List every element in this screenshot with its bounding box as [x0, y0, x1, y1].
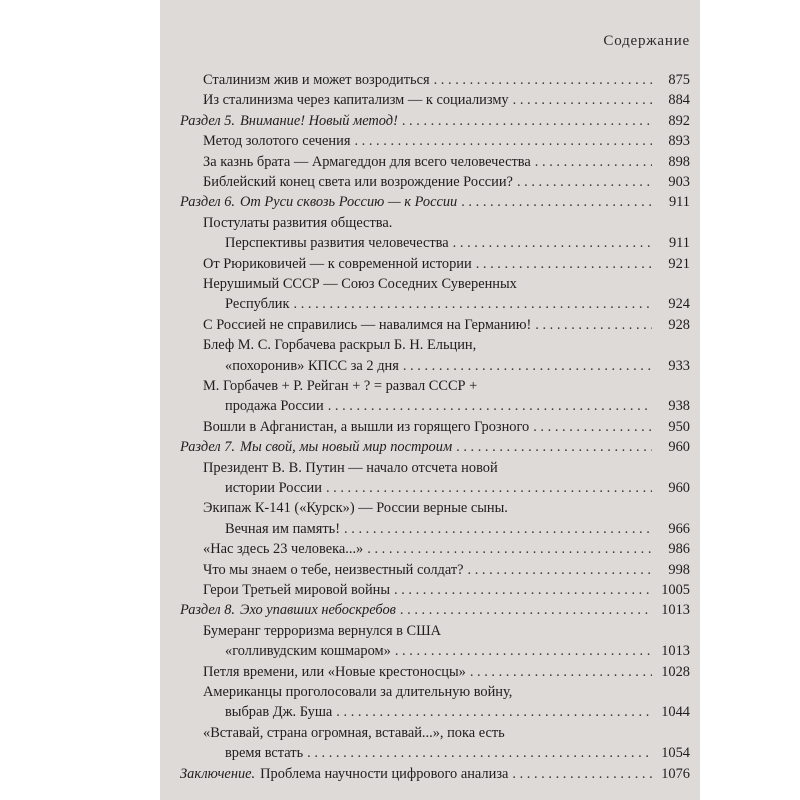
toc-page-number: 892 [668, 112, 690, 129]
toc-entry-title: истории России [225, 480, 322, 496]
toc-entry-title-line: Президент В. В. Путин — начало отсчета новой [203, 459, 498, 476]
toc-entry-title: Библейский конец света или возрождение России? [203, 174, 513, 190]
toc-page-number: 875 [668, 72, 690, 88]
toc-section-prefix: Раздел 6. [180, 194, 236, 211]
toc-leader-dots [394, 580, 652, 600]
toc-entry-title-line: Экипаж К-141 («Курск») — России верные сыны. [203, 500, 508, 517]
toc-page-number: 950 [668, 418, 690, 435]
toc-entry-title: Герои Третьей мировой войны [203, 582, 391, 598]
toc-page-number: 1005 [661, 582, 690, 598]
toc-page-number: 1054 [661, 745, 690, 762]
toc-entry-title: Вошли в Афганистан, а вышли из горящего Грозного [203, 418, 530, 435]
toc-leader-dots [294, 294, 653, 314]
toc-section-prefix: Раздел 7. [180, 439, 236, 456]
toc-entry-title: Из сталинизма через капитализм — к социализму [203, 92, 509, 109]
toc-leader-dots [307, 743, 652, 763]
toc-leader-dots [517, 172, 652, 192]
toc-entry-title: продажа России [225, 398, 324, 415]
toc-page-number: 998 [668, 561, 690, 578]
toc-entry-title: Проблема научности цифрового анализа [260, 765, 509, 782]
toc-leader-dots [344, 519, 652, 539]
toc-page-number: 911 [668, 194, 690, 211]
toc-leader-dots [403, 356, 652, 376]
toc-section-prefix: Раздел 5. [180, 112, 236, 129]
toc-page-number: 966 [668, 520, 690, 537]
toc-entry-title: Что мы знаем о тебе, неизвестный солдат? [203, 561, 464, 578]
toc-entry-title: Сталинизм жив и может возродиться [203, 72, 430, 88]
toc-page-number: 898 [668, 153, 690, 170]
toc-entry-title: Республик [225, 296, 290, 313]
toc-entry-title: «похоронив» КПСС за 2 дня [225, 357, 399, 374]
toc-entry-title-line: Нерушимый СССР — Союз Соседних Суверенных [203, 276, 517, 292]
toc-leader-dots [476, 254, 652, 274]
toc-leader-dots [354, 131, 652, 151]
toc-leader-dots [326, 478, 652, 498]
toc-entry-title: За казнь брата — Армагеддон для всего человечества [203, 153, 531, 170]
toc-page-number: 1013 [661, 643, 690, 660]
toc-page-number: 903 [668, 174, 690, 190]
toc-page-number: 924 [668, 296, 690, 313]
toc-entry-title: Эхо упавших небоскребов [240, 602, 396, 619]
toc-entry-title-line: Бумеранг терроризма вернулся в США [203, 622, 442, 639]
toc-entry-title: «голливудским кошмаром» [225, 643, 391, 660]
toc-leader-dots [470, 662, 652, 682]
toc-page-number: 986 [668, 541, 690, 558]
toc-entry-title: С Россией не справились — навалимся на Германию! [203, 316, 532, 333]
toc-page-number: 893 [668, 133, 690, 150]
toc-entry-title-line: «Вставай, страна огромная, вставай...», пока есть [203, 724, 505, 741]
toc-entry-title: Петля времени, или «Новые крестоносцы» [203, 663, 466, 680]
toc-page-number: 1076 [661, 765, 690, 782]
toc-entry-title: «Нас здесь 23 человека...» [203, 541, 364, 558]
toc-section-prefix: Раздел 8. [180, 602, 236, 619]
toc-leader-dots [456, 437, 652, 457]
toc-page-number: 938 [668, 398, 690, 415]
toc-page-number: 911 [668, 235, 690, 252]
toc-leader-dots [453, 233, 652, 253]
toc-page-number: 928 [668, 316, 690, 333]
toc-leader-dots [336, 702, 652, 722]
toc-leader-dots [512, 764, 652, 784]
toc-entry-title: От Руси сквозь Россию — к России [240, 194, 458, 211]
toc-page-number: 1028 [661, 663, 690, 680]
toc-entry-title: От Рюриковичей — к современной истории [203, 255, 472, 272]
toc-entry-title: Мы свой, мы новый мир построим [240, 439, 453, 456]
toc-entry-title-line: Блеф М. С. Горбачева раскрыл Б. Н. Ельцин, [203, 337, 477, 354]
toc-entry-title: Внимание! Новый метод! [240, 112, 398, 129]
toc-entry-title: Вечная им память! [225, 520, 341, 537]
toc-leader-dots [461, 192, 652, 212]
toc-entry-title-line: Американцы проголосовали за длительную войну, [203, 684, 513, 700]
toc-page-number: 960 [668, 439, 690, 456]
toc-leader-dots [468, 560, 652, 580]
toc-page-number: 1044 [661, 704, 690, 721]
toc-entry-title: Метод золотого сечения [203, 133, 351, 150]
toc-page-number: 884 [668, 92, 690, 109]
toc-leader-dots [434, 70, 652, 90]
toc-page-number: 921 [668, 255, 690, 272]
toc-entry-title: Перспективы развития человечества [225, 235, 449, 252]
toc-entry-title-line: М. Горбачев + Р. Рейган + ? = развал СССР + [203, 378, 478, 394]
toc-leader-dots [402, 111, 652, 131]
toc-leader-dots [367, 539, 652, 559]
toc-leader-dots [533, 417, 652, 437]
toc-page-number: 933 [668, 357, 690, 374]
toc-leader-dots [535, 315, 652, 335]
toc-entry-title: время встать [225, 745, 304, 762]
toc-entry-title: выбрав Дж. Буша [225, 704, 333, 721]
toc-leader-dots [513, 90, 652, 110]
book-page [160, 0, 700, 800]
toc-section-prefix: Заключение. [180, 765, 256, 782]
toc-page-number: 1013 [661, 602, 690, 619]
toc-entry-title-line: Постулаты развития общества. [203, 214, 393, 231]
toc-page-number: 960 [668, 480, 690, 496]
toc-leader-dots [328, 396, 652, 416]
toc-leader-dots [395, 641, 652, 661]
toc-leader-dots [400, 600, 652, 620]
toc-leader-dots [535, 152, 652, 172]
running-header: Содержание [603, 33, 690, 49]
